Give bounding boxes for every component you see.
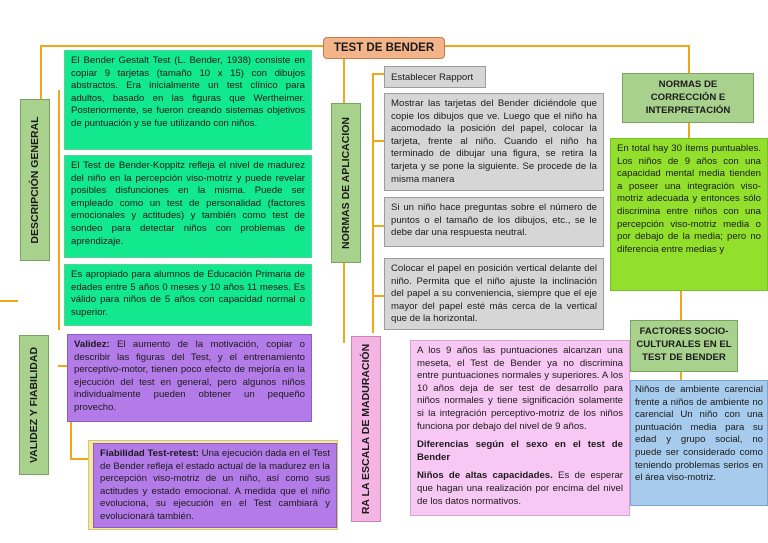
escala-text-3-lead: Niños de altas capacidades. (417, 470, 553, 482)
label-normas-aplicacion (331, 103, 361, 263)
connector-line (688, 45, 690, 73)
aplicacion-box-2 (384, 197, 604, 247)
connector-line (40, 45, 324, 47)
label-text: RA LA ESCALA DE MADURACIÓN (360, 343, 372, 515)
connector-line (445, 45, 690, 47)
descripcion-text-2: El Test de Bender-Koppitz refleja el nivel de madurez del niño en la percepción viso-motriz y puede revelar posibles disfunciones en la misma. Puede ser empleado como un test de personalidad (factores emocionales y actitudes) y también como test de sondeo para detectar niños con problemas de aprendizaje. (71, 160, 305, 247)
aplicacion-box-1 (384, 93, 604, 191)
label-descripcion-general (20, 99, 50, 261)
factores-box (630, 380, 768, 506)
correccion-box (610, 138, 768, 291)
label-text: VALIDEZ Y FIABILIDAD (28, 346, 40, 464)
fiabilidad-lead: Fiabilidad Test-retest: (100, 448, 199, 459)
factores-text: Niños de ambiente carencial frente a niños de ambiente no carencial Un niño con una puntuación media para su edad y grupo social, no puede ser considerado como teniendo problemas serios en el área viso-motriz. (635, 384, 763, 484)
descripcion-box-1 (64, 50, 312, 150)
correccion-header (622, 73, 754, 123)
escala-text-2: Diferencias según el sexo en el test de Bender (417, 439, 623, 463)
correccion-header-text: NORMAS DE CORRECCIÓN E INTERPRETACIÓN (645, 79, 731, 116)
descripcion-text-1: El Bender Gestalt Test (L. Bender, 1938) consiste en copiar 9 tarjetas (tamaño 10 x 15) con dibujos abstractos. Era inicialmente un test clínico para adultos, basado en las figuras que Wertheimer. Posteriormente, se fueron creando sistemas objetivos de puntuación y se fue utilizando con niños. (71, 55, 305, 129)
aplicacion-text-1: Mostrar las tarjetas del Bender diciéndole que copie los dibujos que ve. Luego que el niño ha acomodado la posición del papel, colocar la tarjeta, frente al niño. Cuando el niño ha terminado de dibujar una figura, se retira la tarjeta y se pone la siguiente. Se procede de la misma manera (391, 98, 597, 185)
connector-line (0, 300, 18, 302)
aplicacion-text-2: Si un niño hace preguntas sobre el número de puntos o el tamaño de los dibujos, etc., se le debe dar una respuesta neutral. (391, 202, 597, 239)
validez-text: El aumento de la motivación, copiar o describir las figuras del Test, y el entrenamiento perceptivo-motor, tienen poco efecto de mejoría en la ejecución del test en general, pero algunos niños individualmente pueden obtener un pequeño provecho. (74, 339, 305, 413)
aplicacion-text-3: Colocar el papel en posición vertical delante del niño. Permita que el niño ajuste la inclinación del papel a su conveniencia, siempre que el eje mayor del papel esté más cerca de la vertical que de la horizontal. (391, 263, 597, 325)
escala-text-1: A los 9 años las puntuaciones alcanzan una meseta, el Test de Bender ya no discrimina entre puntuaciones normales y superiores. A los 10 años deja de ser test de desarrollo para niños normales y tiene significación solamente si la integración perceptivo-motriz de los niños funciona por debajo del nivel de 9 años. (417, 345, 623, 432)
fiabilidad-box (93, 443, 337, 528)
fiabilidad-text: Una ejecución dada en el Test de Bender refleja el estado actual de la madurez en la percepción viso-motriz de un niño, así como sus actitudes y estado emocional. A medida que el niño evoluciona, su ejecución en el Test cambiará y evolucionará también. (100, 448, 331, 522)
factores-header-text: FACTORES SOCIO-CULTURALES EN EL TEST DE BENDER (636, 326, 732, 363)
aplicacion-box-3 (384, 258, 604, 330)
connector-line (372, 295, 384, 297)
label-escala-maduracion (351, 336, 381, 522)
page-title: TEST DE BENDER (323, 37, 445, 59)
connector-line (372, 225, 384, 227)
connector-line (372, 140, 384, 142)
descripcion-text-3: Es apropiado para alumnos de Educación Primaria de edades entre 5 años 0 meses y 10 años 11 meses. Es válido para niños de 5 años con capacidad normal o superior. (71, 269, 305, 318)
descripcion-box-3 (64, 264, 312, 326)
establecer-rapport-box (384, 66, 486, 88)
connector-line (58, 90, 60, 330)
label-text: NORMAS DE APLICACION (340, 116, 352, 250)
escala-box (410, 340, 630, 516)
connector-line (680, 290, 682, 322)
validez-lead: Validez: (74, 339, 110, 350)
escala-text-3: Es de esperar que hagan una realización por encima del nivel de los datos normativos. (417, 470, 623, 507)
label-text: DESCRIPCIÓN GENERAL (29, 116, 41, 244)
label-validez-fiabilidad (19, 335, 49, 475)
connector-line (372, 73, 374, 333)
factores-header (630, 320, 738, 372)
descripcion-box-2 (64, 155, 312, 258)
correccion-text: En total hay 30 ítems puntuables. Los niños de 9 años con una capacidad mental media tienden a poseer una integración viso-motriz adecuada y entonces sólo discrimina entre niños con una percepción viso-motriz media o por debajo de la media; pero no diferencia entre medias y (617, 143, 761, 255)
validez-box (67, 334, 312, 422)
connector-line (372, 73, 384, 75)
establecer-rapport-text: Establecer Rapport (391, 72, 474, 83)
